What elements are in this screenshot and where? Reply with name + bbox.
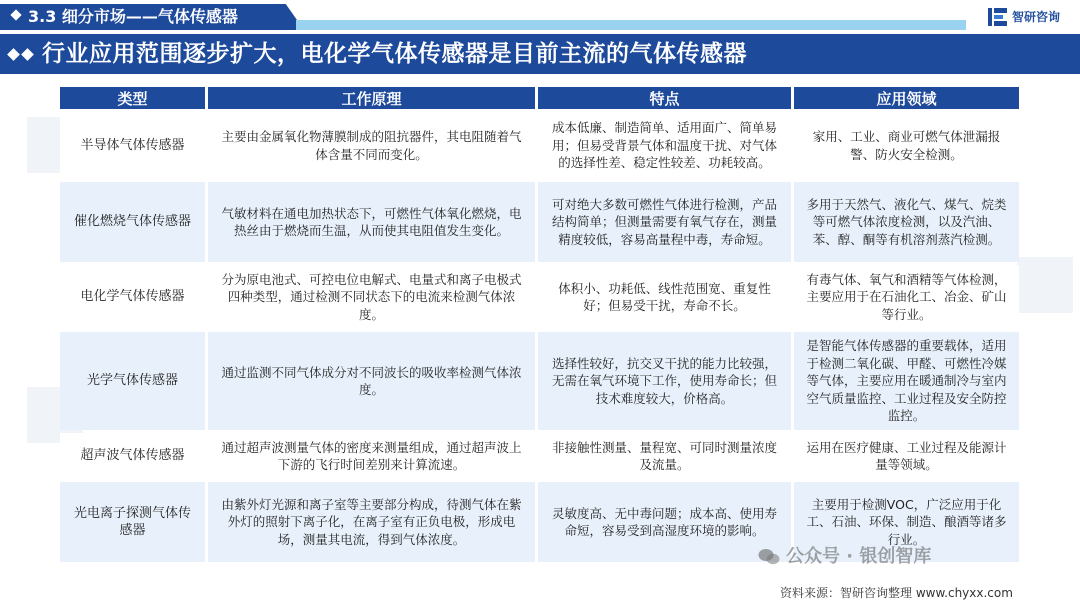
page-title: 行业应用范围逐步扩大，电化学气体传感器是目前主流的气体传感器 bbox=[42, 41, 747, 67]
wechat-watermark bbox=[758, 544, 931, 570]
table-header-row bbox=[60, 87, 1019, 109]
cell-type: 电化学气体传感器 bbox=[60, 265, 205, 329]
header-accent-strip bbox=[296, 20, 966, 30]
cell-principle: 由紫外灯光源和离子室等主要部分构成，待测气体在紫外灯的照射下离子化，在离子室有正负电极，形成电场，测量其电流，得到气体浓度。 bbox=[208, 482, 535, 562]
cell-features: 体积小、功耗低、线性范围宽、重复性好；但易受干扰，寿命不长。 bbox=[538, 265, 791, 329]
column-header-features: 特点 bbox=[538, 87, 791, 109]
cell-principle: 通过监测不同气体成分对不同波长的吸收率检测气体浓度。 bbox=[208, 332, 535, 430]
cell-principle: 通过超声波测量气体的密度来测量组成，通过超声波上下游的飞行时间差别来计算流速。 bbox=[208, 433, 535, 479]
cell-features: 成本低廉、制造简单、适用面广、简单易用；但易受背景气体和温度干扰、对气体的选择性差、稳定性较差、功耗较高。 bbox=[538, 112, 791, 179]
cell-type: 超声波气体传感器 bbox=[60, 433, 205, 479]
cell-features: 可对绝大多数可燃性气体进行检测，产品结构简单；但测量需要有氧气存在，测量精度较低，容易高量程中毒，寿命短。 bbox=[538, 182, 791, 262]
diamond-icon bbox=[21, 48, 34, 61]
cell-principle: 分为原电池式、可控电位电解式、电量式和离子电极式四种类型，通过检测不同状态下的电流来检测气体浓度。 bbox=[208, 265, 535, 329]
cell-principle: 气敏材料在通电加热状态下，可燃性气体氧化燃烧，电热丝由于燃烧而生温，从而使其电阻值发生变化。 bbox=[208, 182, 535, 262]
brand-logo-icon bbox=[987, 6, 1009, 28]
headline-banner bbox=[0, 34, 1080, 74]
cell-applications: 家用、工业、商业可燃气体泄漏报警、防火安全检测。 bbox=[794, 112, 1019, 179]
sensor-comparison-table bbox=[57, 84, 1022, 565]
table-row bbox=[60, 112, 1019, 179]
table-row bbox=[60, 433, 1019, 479]
cell-type: 半导体气体传感器 bbox=[60, 112, 205, 179]
cell-type: 催化燃烧气体传感器 bbox=[60, 182, 205, 262]
cell-applications: 有毒气体、氧气和酒精等气体检测，主要应用于在石油化工、冶金、矿山等行业。 bbox=[794, 265, 1019, 329]
column-header-principle: 工作原理 bbox=[208, 87, 535, 109]
cell-type: 光电离子探测气体传感器 bbox=[60, 482, 205, 562]
table-row bbox=[60, 265, 1019, 329]
cell-principle: 主要由金属氧化物薄膜制成的阻抗器件，其电阻随着气体含量不同而变化。 bbox=[208, 112, 535, 179]
cell-applications: 多用于天然气、液化气、煤气、烷类等可燃气体浓度检测，以及汽油、苯、醇、酮等有机溶剂蒸汽检测。 bbox=[794, 182, 1019, 262]
table-row bbox=[60, 332, 1019, 430]
wechat-icon bbox=[758, 548, 780, 566]
brand-name: 智研咨询 bbox=[1012, 10, 1061, 24]
cell-applications: 运用在医疗健康、工业过程及能源计量等领域。 bbox=[794, 433, 1019, 479]
column-header-applications: 应用领域 bbox=[794, 87, 1019, 109]
cell-type: 光学气体传感器 bbox=[60, 332, 205, 430]
cell-features: 非接触性测量、量程宽、可同时测量浓度及流量。 bbox=[538, 433, 791, 479]
column-header-type: 类型 bbox=[60, 87, 205, 109]
source-note: 资料来源：智研咨询整理 www.chyxx.com bbox=[780, 586, 1013, 600]
cell-features: 选择性较好，抗交叉干扰的能力比较强，无需在氧气环境下工作，使用寿命长；但技术难度较大，价格高。 bbox=[538, 332, 791, 430]
diamond-icon bbox=[7, 48, 20, 61]
table-row bbox=[60, 182, 1019, 262]
top-header bbox=[0, 0, 1080, 34]
watermark-text: 公众号 · 银创智库 bbox=[786, 546, 932, 567]
cell-applications: 是智能气体传感器的重要载体，适用于检测二氧化碳、甲醛、可燃性冷媒等气体，主要应用在暖通制冷与室内空气质量监控、工业过程及安全防控监控。 bbox=[794, 332, 1019, 430]
cell-features: 灵敏度高、无中毒问题；成本高、使用寿命短，容易受到高湿度环境的影响。 bbox=[538, 482, 791, 562]
section-title: 3.3 细分市场——气体传感器 bbox=[28, 7, 238, 26]
cell-applications: 主要用于检测VOC，广泛应用于化工、石油、环保、制造、酿酒等诸多行业。 bbox=[794, 482, 1019, 562]
